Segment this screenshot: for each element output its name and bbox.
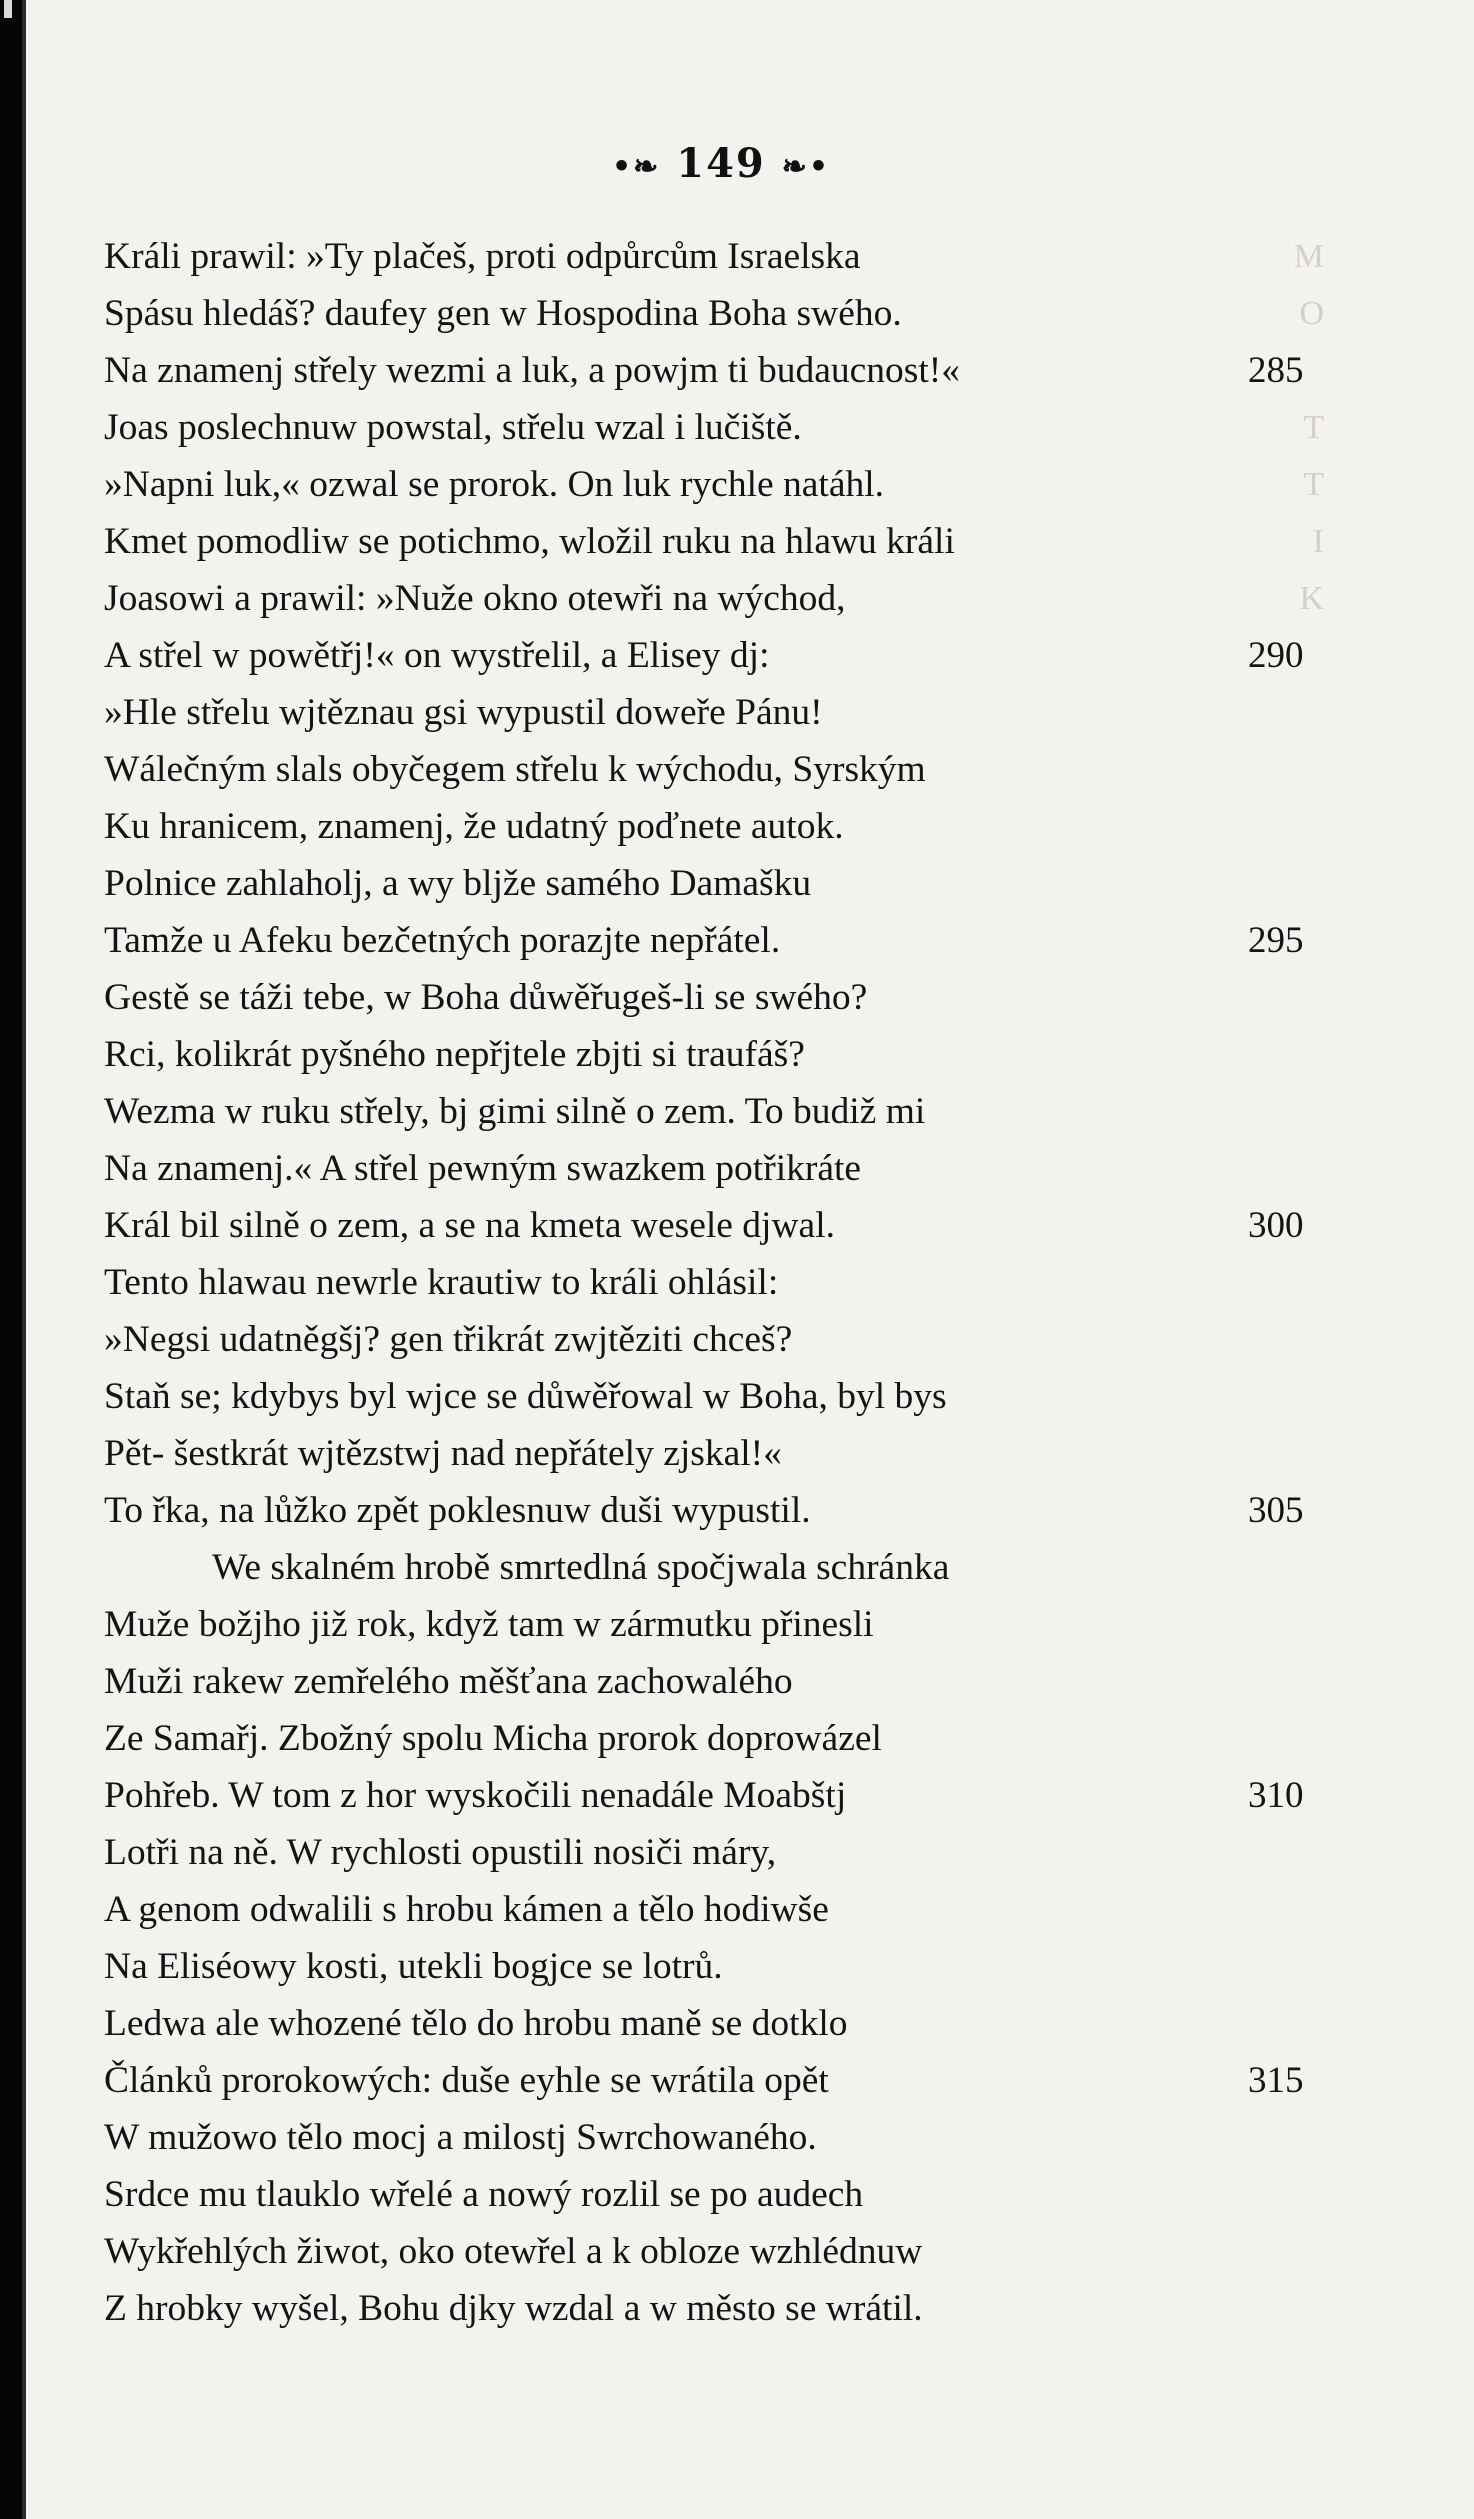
line-number: 300 — [1248, 1205, 1304, 1246]
verse-line-text: »Negsi udatněgšj? gen třikrát zwjtěziti chceš? — [104, 1319, 793, 1360]
verse-line — [104, 912, 1344, 969]
verse-line-text: Gestě se táži tebe, w Boha důwěřugeš-li se swého? — [104, 977, 868, 1018]
verse-line-text: Staň se; kdybys byl wjce se důwěřowal w Boha, byl bys — [104, 1376, 947, 1417]
verse-line — [104, 1197, 1344, 1254]
page-number: 149 — [676, 140, 766, 187]
verse-line — [104, 741, 1344, 798]
verse-line — [104, 2109, 1344, 2166]
verse-line-text: W mužowo tělo mocj a milostj Swrchowaného. — [104, 2117, 817, 2158]
verse-line-text: A střel w powětřj!« on wystřelil, a Elisey dj: — [104, 635, 770, 676]
ornament-left-icon: •❧ — [612, 149, 661, 185]
verse-line — [104, 1254, 1344, 1311]
spine-mark — [4, 0, 12, 18]
verse-line-text: Pět- šestkrát wjtězstwj nad nepřátely zjskal!« — [104, 1433, 782, 1474]
verse-line — [104, 1710, 1344, 1767]
line-number: 285 — [1248, 350, 1304, 391]
verse-line-text: Ku hranicem, znamenj, že udatný poďnete autok. — [104, 806, 844, 847]
verse-line-text: Na znamenj střely wezmi a luk, a powjm ti budaucnost!« — [104, 350, 961, 391]
verse-line-text: Rci, kolikrát pyšného nepřjtele zbjti si traufáš? — [104, 1034, 805, 1075]
line-number: 295 — [1248, 920, 1304, 961]
verse-line-text: Wykřehlých žiwot, oko otewřel a k obloze wzhlédnuw — [104, 2231, 923, 2272]
verse-line — [104, 2166, 1344, 2223]
verse-line-text: Srdce mu tlauklo wřelé a nowý rozlil se po audech — [104, 2174, 864, 2215]
line-number: 315 — [1248, 2060, 1304, 2101]
verse-line-text: Joas poslechnuw powstal, střelu wzal i lučiště. — [104, 407, 802, 448]
verse-line — [104, 1083, 1344, 1140]
verse-line-text: Muže božjho již rok, když tam w zármutku přinesli — [104, 1604, 874, 1645]
verse-line-text: Kmet pomodliw se potichmo, wložil ruku na hlawu králi — [104, 521, 955, 562]
verse-line — [104, 570, 1344, 627]
verse-line — [104, 1938, 1344, 1995]
verse-line — [104, 513, 1344, 570]
verse-line — [104, 2280, 1344, 2337]
verse-line — [104, 1824, 1344, 1881]
verse-line-text: Wálečným slals obyčegem střelu k wýchodu, Syrským — [104, 749, 926, 790]
verse-line — [104, 1425, 1344, 1482]
verse-line — [104, 1311, 1344, 1368]
line-number: 305 — [1248, 1490, 1304, 1531]
verse-line — [104, 969, 1344, 1026]
poem-text — [104, 228, 1344, 2337]
verse-line — [104, 1653, 1344, 1710]
verse-line — [104, 1140, 1344, 1197]
verse-line — [104, 2052, 1344, 2109]
ornament-right-icon: ❧• — [781, 149, 830, 185]
verse-line-text: Na znamenj.« A střel pewným swazkem potřikráte — [104, 1148, 862, 1189]
verse-line — [104, 1995, 1344, 2052]
bleed-through-text: M O T T I K — [1293, 238, 1324, 617]
verse-line-text: A genom odwalili s hrobu kámen a tělo hodiwše — [104, 1889, 829, 1930]
line-number: 290 — [1248, 635, 1304, 676]
book-spine-edge — [0, 0, 22, 2519]
verse-line — [104, 1596, 1344, 1653]
verse-line-text: We skalném hrobě smrtedlná spočjwala schránka — [212, 1547, 950, 1588]
verse-line-text: Wezma w ruku střely, bj gimi silně o zem. To budiž mi — [104, 1091, 926, 1132]
verse-line — [104, 684, 1344, 741]
verse-line-text: Lotři na ně. W rychlosti opustili nosiči máry, — [104, 1832, 777, 1873]
verse-line-text: Joasowi a prawil: »Nuže okno otewři na wýchod, — [104, 578, 846, 619]
verse-line-text: Článků prorokowých: duše eyhle se wrátila opět — [104, 2060, 829, 2101]
verse-line-text: To řka, na lůžko zpět poklesnuw duši wypustil. — [104, 1490, 811, 1531]
verse-line — [104, 399, 1344, 456]
verse-line-text: Ledwa ale whozené tělo do hrobu maně se dotklo — [104, 2003, 848, 2044]
line-number: 310 — [1248, 1775, 1304, 1816]
verse-line-text: »Hle střelu wjtěznau gsi wypustil doweře Pánu! — [104, 692, 823, 733]
verse-line — [104, 285, 1344, 342]
verse-line — [104, 1026, 1344, 1083]
verse-line-text: Ze Samařj. Zbožný spolu Micha prorok doprowázel — [104, 1718, 882, 1759]
verse-line — [104, 1368, 1344, 1425]
verse-line-text: Z hrobky wyšel, Bohu djky wzdal a w město se wrátil. — [104, 2288, 923, 2329]
verse-line-text: Na Eliséowy kosti, utekli bogjce se lotrů. — [104, 1946, 723, 1987]
page-header — [596, 140, 846, 192]
verse-line — [104, 342, 1344, 399]
verse-line — [104, 1482, 1344, 1539]
verse-line-text: Král bil silně o zem, a se na kmeta wesele djwal. — [104, 1205, 835, 1246]
verse-line — [104, 798, 1344, 855]
verse-line — [104, 2223, 1344, 2280]
verse-line — [104, 855, 1344, 912]
verse-line — [104, 627, 1344, 684]
verse-line-text: Spásu hledáš? daufey gen w Hospodina Boha swého. — [104, 293, 902, 334]
verse-line-text: Tamže u Afeku bezčetných porazjte nepřátel. — [104, 920, 781, 961]
verse-line — [104, 228, 1344, 285]
verse-line — [104, 1767, 1344, 1824]
verse-line-text: Polnice zahlaholj, a wy bljže samého Damašku — [104, 863, 812, 904]
book-page — [22, 0, 1474, 2519]
verse-line-text: Králi prawil: »Ty plačeš, proti odpůrcům Israelska — [104, 236, 861, 277]
verse-line-text: Tento hlawau newrle krautiw to králi ohlásil: — [104, 1262, 779, 1303]
verse-line-text: »Napni luk,« ozwal se prorok. On luk rychle natáhl. — [104, 464, 885, 505]
verse-line — [104, 1881, 1344, 1938]
verse-line — [104, 1539, 1344, 1596]
verse-line-text: Pohřeb. W tom z hor wyskočili nenadále Moabštj — [104, 1775, 847, 1816]
verse-line-text: Muži rakew zemřelého měšťana zachowalého — [104, 1661, 793, 1702]
verse-line — [104, 456, 1344, 513]
